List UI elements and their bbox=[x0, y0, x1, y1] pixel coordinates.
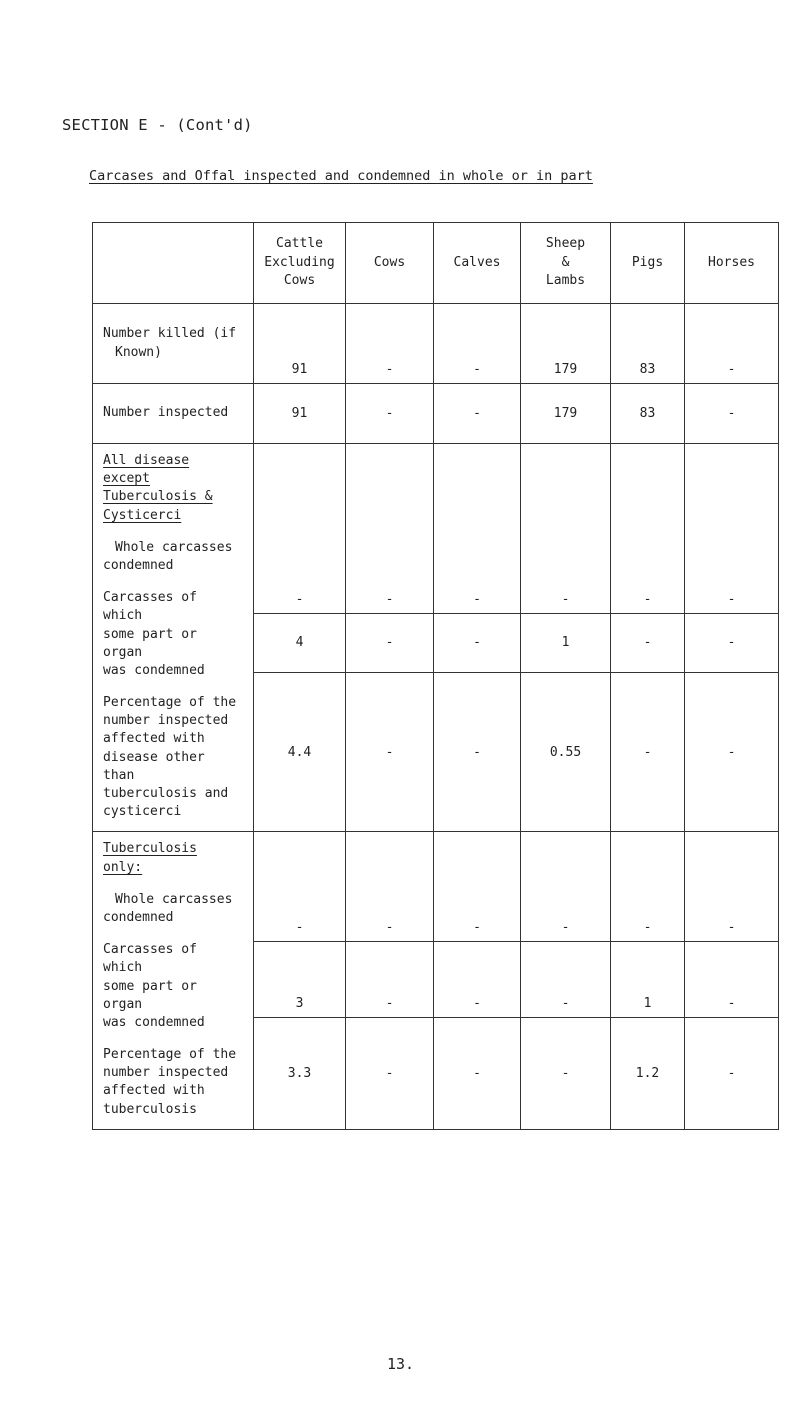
cell-value: - bbox=[685, 613, 779, 672]
cell-value: 4 bbox=[254, 613, 346, 672]
cell-value: 91 bbox=[254, 384, 346, 444]
cell-value: 1.2 bbox=[611, 1017, 685, 1129]
cell-value: - bbox=[254, 832, 346, 942]
cell-value: - bbox=[434, 942, 521, 1018]
cell-value: - bbox=[434, 304, 521, 384]
cell-value: - bbox=[434, 444, 521, 614]
section-title: SECTION E - (Cont'd) bbox=[62, 116, 253, 134]
group-label-tb: Tuberculosis only: Whole carcasses condemned Carcasses of which some part or organ was condemned Percentage of the number inspected affected with tuberculosis bbox=[93, 832, 254, 1129]
row-number-inspected bbox=[93, 384, 779, 444]
cell-value: 3 bbox=[254, 942, 346, 1018]
row-label-killed: Number killed (if Known) bbox=[93, 304, 254, 384]
cell-value: 179 bbox=[521, 384, 611, 444]
cell-value: - bbox=[434, 832, 521, 942]
cell-value: 83 bbox=[611, 304, 685, 384]
corner-cell bbox=[93, 223, 254, 304]
col-header-pigs: Pigs bbox=[611, 223, 685, 304]
col-header-sheep: Sheep & Lambs bbox=[521, 223, 611, 304]
cell-value: - bbox=[611, 832, 685, 942]
row-label-inspected: Number inspected bbox=[93, 384, 254, 444]
cell-value: 91 bbox=[254, 304, 346, 384]
cell-value: 3.3 bbox=[254, 1017, 346, 1129]
col-header-cows: Cows bbox=[346, 223, 434, 304]
row-disease-whole bbox=[93, 444, 779, 614]
cell-value: - bbox=[434, 613, 521, 672]
table-subtitle: Carcases and Offal inspected and condemned in whole or in part bbox=[89, 168, 593, 184]
cell-value: - bbox=[346, 444, 434, 614]
cell-value: - bbox=[346, 304, 434, 384]
cell-value: - bbox=[685, 384, 779, 444]
cell-value: - bbox=[521, 942, 611, 1018]
col-header-horses: Horses bbox=[685, 223, 779, 304]
row-tb-whole bbox=[93, 832, 779, 942]
group-label-disease: All disease except Tuberculosis & Cysticerci Whole carcasses condemned Carcasses of which some part or organ was condemned Percentage of the number inspected affected with disease other than tuberculosis and cysticerci bbox=[93, 444, 254, 832]
cell-value: 0.55 bbox=[521, 673, 611, 832]
cell-value: - bbox=[685, 1017, 779, 1129]
cell-value: 179 bbox=[521, 304, 611, 384]
cell-value: - bbox=[434, 673, 521, 832]
cell-value: - bbox=[685, 673, 779, 832]
cell-value: - bbox=[346, 942, 434, 1018]
cell-value: 1 bbox=[611, 942, 685, 1018]
cell-value: - bbox=[611, 613, 685, 672]
col-header-cattle: Cattle Excluding Cows bbox=[254, 223, 346, 304]
col-header-calves: Calves bbox=[434, 223, 521, 304]
cell-value: - bbox=[254, 444, 346, 614]
cell-value: - bbox=[611, 444, 685, 614]
header-row bbox=[93, 223, 779, 304]
cell-value: - bbox=[434, 384, 521, 444]
cell-value: - bbox=[346, 613, 434, 672]
cell-value: - bbox=[685, 832, 779, 942]
cell-value: - bbox=[434, 1017, 521, 1129]
cell-value: - bbox=[611, 673, 685, 832]
cell-value: - bbox=[685, 942, 779, 1018]
cell-value: - bbox=[521, 444, 611, 614]
cell-value: - bbox=[346, 832, 434, 942]
cell-value: - bbox=[346, 673, 434, 832]
carcases-table bbox=[92, 222, 779, 1130]
cell-value: - bbox=[521, 832, 611, 942]
cell-value: - bbox=[685, 304, 779, 384]
cell-value: - bbox=[685, 444, 779, 614]
cell-value: 1 bbox=[521, 613, 611, 672]
page-number: 13. bbox=[386, 1355, 415, 1373]
cell-value: 83 bbox=[611, 384, 685, 444]
cell-value: - bbox=[521, 1017, 611, 1129]
cell-value: - bbox=[346, 384, 434, 444]
cell-value: 4.4 bbox=[254, 673, 346, 832]
row-number-killed bbox=[93, 304, 779, 384]
cell-value: - bbox=[346, 1017, 434, 1129]
